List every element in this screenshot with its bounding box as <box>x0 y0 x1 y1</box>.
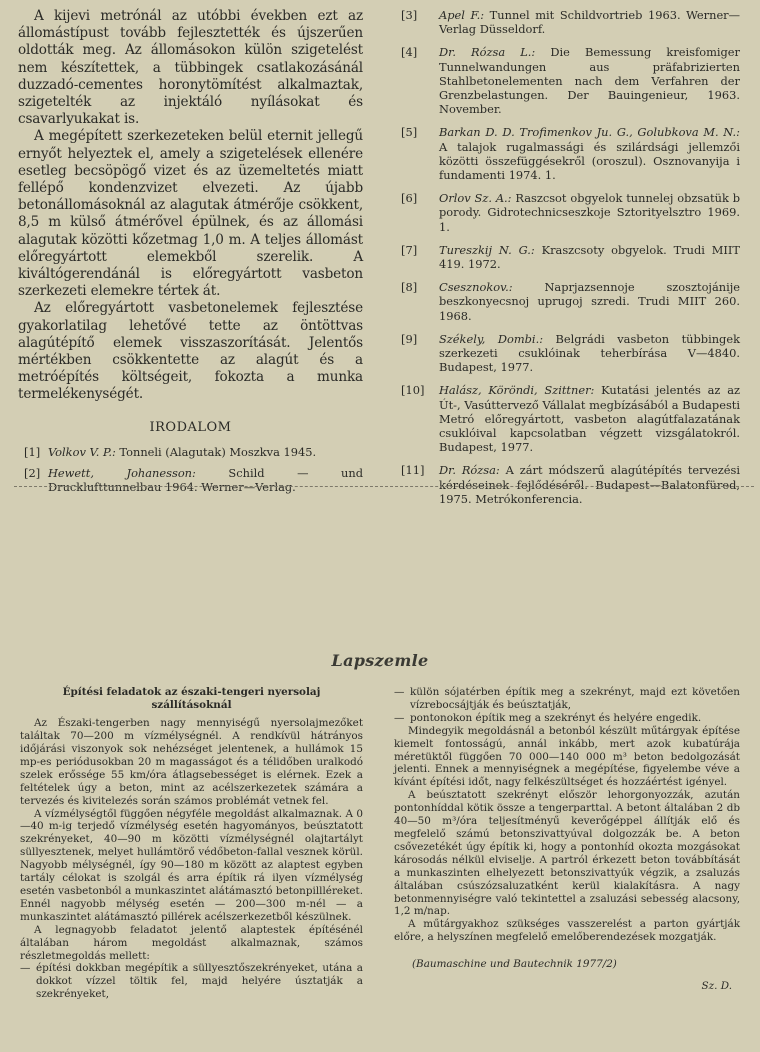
dash-list-item: — pontonokon építik meg a szekrényt és helyére engedik. <box>394 711 702 724</box>
reference-number: [2] <box>24 465 41 480</box>
reference-text: A talajok rugalmassági és szilárdsági jellemzői közötti összefüggésekről (oroszul). Osznovanyija i fundamenti 1974. 1. <box>439 139 740 183</box>
reference-number: [3] <box>401 8 418 22</box>
reference-text: Naprjazsennoje szosztojánije beszkonyecsnoj uprugoj szredi. Trudi MIIT 260. 1968. <box>439 280 741 323</box>
top-left-column <box>18 8 363 501</box>
references-heading: IRODALOM <box>149 419 232 435</box>
paragraph: Mindegyik megoldásnál a betonból készült műtárgyak építése kiemelt fontosságú, annál inkább, mert azok kubatúrája méretüktől függően 70 000—140 000 m³ beton bedolgozását jelenti. Ennek a mennyiségnek a megépítése, figyelembe véve a kívánt építési időt, nagy felkészültséget és hozzáértést igényel. <box>394 724 740 789</box>
reference-number: [1] <box>24 444 41 459</box>
reference-author: Barkan D. D. Trofimenkov Ju. G., Golubkova M. N.: <box>439 125 740 140</box>
reference-author: Tureszkij N. G.: <box>439 242 535 257</box>
reference-text: Tunnel mit Schildvortrieb 1963. Werner—Verlag Düsseldorf. <box>439 8 741 37</box>
paragraph: A műtárgyakhoz szükséges vasszerelést a parton gyártják előre, a helyszínen megfelelő emelőberendezések mozgatják. <box>394 918 740 944</box>
reference-item <box>395 332 740 375</box>
reference-item <box>395 8 740 36</box>
reference-author: Halász, Köröndi, Szittner: <box>439 383 595 398</box>
reference-item <box>18 445 363 459</box>
reference-author: Hewett, Johanesson: <box>48 465 196 480</box>
reference-item <box>395 125 740 182</box>
reference-text: Die Bemessung kreisfomiger Tunnelwandungen aus präfabrizierten Stahlbetonelementen nach dem Verfahren der Grenzbelastungen. Der Bauingenieur, 1963. November. <box>439 45 740 117</box>
paragraph: A kijevi metrónál az utóbbi években ezt az állomástípust tovább fejlesztették és újszerűen oldották meg. Az állomásokon külön szigetelést nem készítettek, a tübbingek csatlakozásánál duzzadó-cementes horonytömítést alkalmaztak, szigetelték az injektáló nyílásokat és csavarlyukakat is. <box>18 8 363 128</box>
reference-text: Kutatási jelentés az az Út-, Vasúttervező Vállalat megbízásából a Budapesti Metró előregyártott, vasbeton alagútfalazatának csuklóival kapcsolatban végzett vizsgálatokról. Budapest, 1977. <box>439 383 741 455</box>
reference-text: Schild — und Drucklufttunnelbau 1964. Werner—Verlag. <box>48 465 363 495</box>
top-right-column <box>395 8 740 515</box>
reference-number: [9] <box>401 331 418 346</box>
reference-number: [6] <box>401 191 418 206</box>
reference-item <box>395 191 740 234</box>
article-title-line: szállításoknál <box>151 698 232 711</box>
reference-number: [5] <box>401 125 418 140</box>
reference-number: [4] <box>401 45 418 60</box>
reference-author: Volkov V. P.: <box>48 444 116 459</box>
reference-author: Dr. Rózsa: <box>439 463 500 478</box>
source-citation: (Baumaschine und Bautechnik 1977/2) <box>412 958 617 971</box>
paragraph: A beúsztatott szekrényt először lehorgonyozzák, azután pontonhíddal kötik össze a tengerparttal. A betont általában 2 db 40—50 m³/óra teljesítményű keverőgéppel állítják elő és megfelelő számú betonszivattyúval dolgozzák be. A beton csővezetékét úgy építik ki, hogy a pontonhíd okozta mozgásokat károsodás nélkül elviselje. A partról érkezett beton továbbítását a munkaszinten elhelyezett betonszivattyúk végzik, a zsaluzás általában csúszózsaluzatként kerül kialakításra. A nagy betonmennyiségre való tekintettel a zsaluzási sebesség alacsony, 1,2 m/nap. <box>394 789 740 918</box>
author-signature: Sz. D. <box>701 980 732 993</box>
reference-text: Raszcsot obgyelok tunnelej obzsatük b porody. Gidrotechnicseszkoje Sztorityelsztro 1969. 1. <box>439 191 741 234</box>
paragraph: Az előregyártott vasbetonelemek fejlesztése gyakorlatilag lehetővé tette az öntöttvas alagútépítő elemek visszaszorítását. Jelentős mértékben csökkentette az alagút és a metróépítés költségeit, fokozta a munka termelékenységét. <box>18 300 363 403</box>
reference-item <box>18 466 363 494</box>
paragraph: A megépített szerkezeteken belül eternit jellegű ernyőt helyeztek el, amely a szigetelések ellenére esetleg becsöpögő vizet és az üzemeltetés miatt fellépő kondenzvizet elvezeti. Az újabb betonállomásoknál az alagutak átmérője csökkent, 8,5 m külső átmérővel épülnek, és az állomási alagutak közötti kőzetmag 1,0 m. A teljes állomást előregyártott elemekből szerelik. A kiváltógerendánál is előregyártott vasbeton szerkezeti elemekre tértek át. <box>18 128 363 300</box>
reference-item <box>395 463 740 506</box>
paragraph: A vízmélységtől függően négyféle megoldást alkalmaznak. A 0—40 m-ig terjedő vízmélység esetén hagyományos, beúsztatott szekrényeket, 40—90 m közötti vízmélységnél olajtartályt süllyesztenek, melyet hullámtörő védőbeton-fallal vesznek körül. Nagyobb mélységnél, így 90—180 m között az alaptest egyben tartály célokat is szolgál és arra építik rá ilyen vízmélység esetén vasbetonból a munkaszintet alátámasztó betonpillléreket. Ennél nagyobb mélység esetén — 200—300 m-nél — a munkaszintet alátámasztó pillérek acélszerkezetből készülnek. <box>20 807 363 923</box>
reference-text: Kraszcsoty obgyelok. Trudi MIIT 419. 1972. <box>439 242 740 272</box>
reference-number: [8] <box>401 280 418 295</box>
article-title <box>20 686 363 711</box>
reference-author: Székely, Dombi.: <box>439 331 544 346</box>
paragraph: A legnagyobb feladatot jelentő alaptestek építésénél általában három megoldást alkalmaznak, számos részletmegoldás mellett: <box>20 923 363 962</box>
section-title: Lapszemle <box>331 651 429 670</box>
reference-item <box>395 280 740 323</box>
reference-item <box>395 383 740 454</box>
reference-number: [7] <box>401 242 418 257</box>
review-left-column <box>20 686 363 1001</box>
reference-author: Csesznokov.: <box>439 280 513 295</box>
reference-author: Apel F.: <box>439 8 485 22</box>
dash-bullet: — <box>394 711 405 724</box>
dash-list-item: — külön sójatérben építik meg a szekrényt, majd ezt követően vízrebocsájtják és beúsztatják, <box>394 686 740 711</box>
section-divider <box>14 486 754 487</box>
reference-item <box>395 243 740 271</box>
reference-item <box>395 45 740 116</box>
paragraph: Az Északi-tengerben nagy mennyiségű nyersolajmezőket találtak 70—200 m vízmélységnél. A rendkívül hátrányos időjárási viszonyok sok nehézséget jelentenek, a hullámok 15 mp-es periódusokban 20 m magasságot és a télidőben uralkodó szelek erőssége 55 km/óra átlagsebességet is elérnek. Ezek a feltételek úgy a beton, mint az acélszerkezetek számára a tervezés és kivitelezés során számos problémát vetnek fel. <box>20 717 363 807</box>
article-title-line: Építési feladatok az északi-tengeri nyersolaj <box>62 686 321 698</box>
reference-author: Dr. Rózsa L.: <box>439 45 536 60</box>
dash-list-item: — építési dokkban megépítik a süllyesztőszekrényeket, utána a dokkot vízzel töltik fel, majd helyére úsztatják a szekrényeket, <box>20 962 363 1001</box>
reference-number: [11] <box>401 463 425 478</box>
dash-bullet: — <box>20 962 31 975</box>
dash-bullet: — <box>394 686 405 698</box>
reference-text: Tonneli (Alagutak) Moszkva 1945. <box>119 444 317 459</box>
review-right-column <box>394 686 740 992</box>
reference-text: Belgrádi vasbeton tübbingek szerkezeti csuklóinak teherbírása V—4840. Budapest, 1977. <box>439 331 740 375</box>
reference-text: A zárt módszerű alagútépítés tervezési kérdéseinek fejlődéséről. Budapest—Balatonfüred, 1975. Metrókonferencia. <box>439 463 740 506</box>
reference-author: Orlov Sz. A.: <box>439 191 512 206</box>
reference-number: [10] <box>401 383 425 398</box>
